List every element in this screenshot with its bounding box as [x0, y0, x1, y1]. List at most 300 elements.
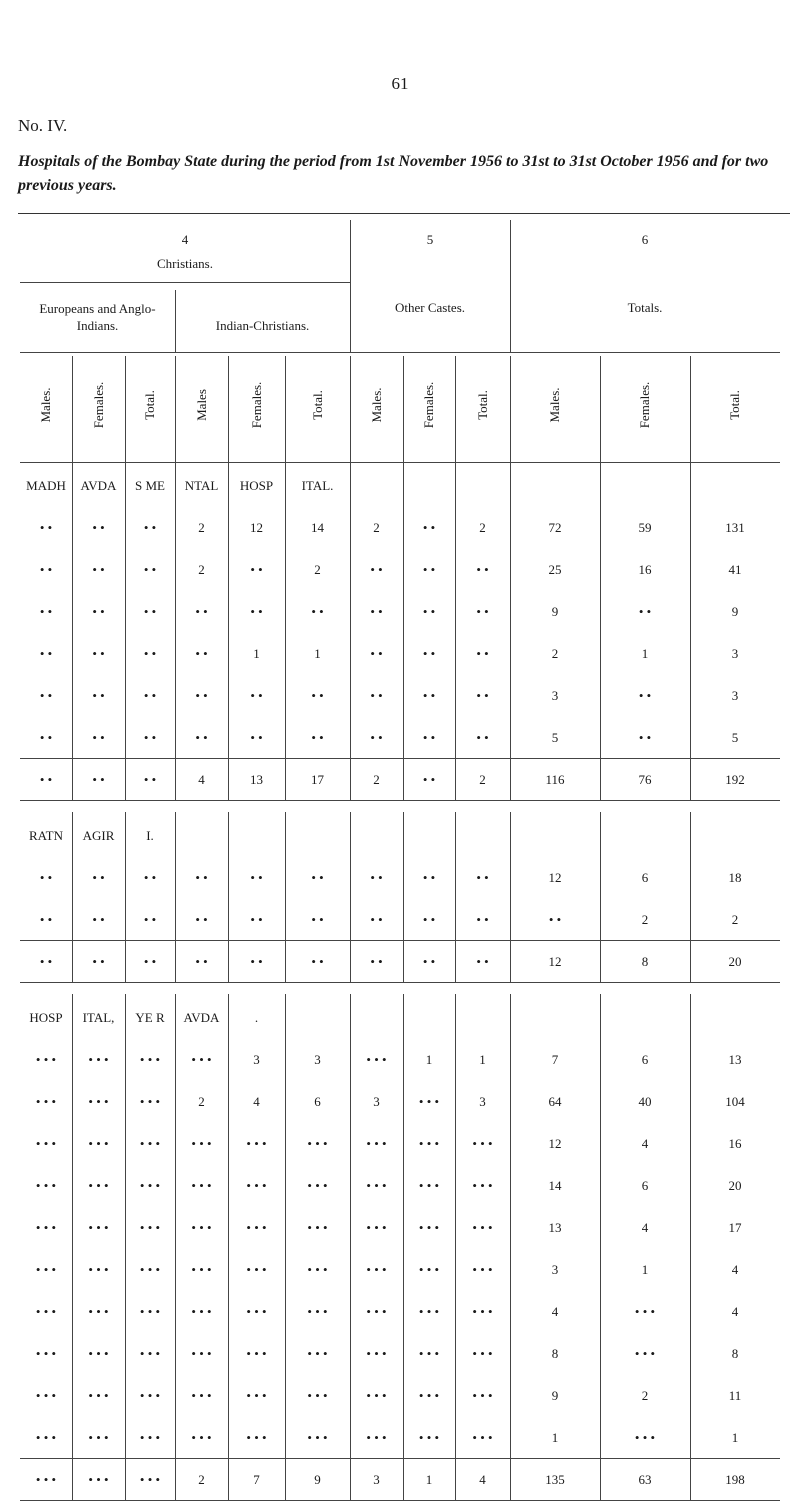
table-cell: 6 [641, 870, 649, 885]
section-label: NTAL [184, 478, 219, 493]
total-cell: • • [143, 954, 157, 969]
section-bottom-rule [20, 800, 780, 801]
table-cell: • • • [307, 1388, 328, 1403]
table-cell: 2 [641, 1388, 649, 1403]
table-cell: • • [370, 604, 383, 619]
table-cell: • • [422, 912, 436, 927]
total-cell: 7 [253, 1472, 260, 1487]
table-cell: 1 [479, 1052, 486, 1067]
table-cell: • • • [418, 1220, 440, 1235]
total-cell: 4 [198, 772, 205, 787]
table-cell: • • • [472, 1178, 493, 1193]
table-cell: • • [370, 870, 383, 885]
table-cell: • • • [191, 1346, 212, 1361]
table-cell: 9 [731, 604, 739, 619]
table-cell: • • [143, 646, 157, 661]
table-cell: • • [548, 912, 562, 927]
table-cell: 14 [548, 1178, 562, 1193]
table-cell: • • • [88, 1262, 109, 1277]
table-cell: • • • [139, 1262, 161, 1277]
column-header: Total. [309, 390, 325, 420]
column-header: Females. [421, 381, 436, 429]
table-cell: • • • [88, 1388, 109, 1403]
table-cell: 5 [551, 730, 559, 745]
section-label: . [254, 1010, 259, 1025]
table-cell: • • • [246, 1220, 267, 1235]
table-cell: • • [422, 520, 436, 535]
table-cell: • • • [191, 1430, 212, 1445]
total-cell: 76 [638, 772, 652, 787]
table-cell: • • [250, 688, 263, 703]
table-cell: • • • [418, 1304, 440, 1319]
table-cell: 9 [551, 604, 559, 619]
table-cell: • • [250, 730, 263, 745]
total-cell: 1 [425, 1472, 433, 1487]
table-cell: 13 [728, 1052, 742, 1067]
group-underline [20, 352, 780, 353]
total-cell: 4 [479, 1472, 486, 1487]
table-cell: • • • [139, 1430, 161, 1445]
table-cell: • • [195, 646, 208, 661]
table-cell: • • • [139, 1052, 161, 1067]
table-cell: • • • [472, 1346, 493, 1361]
total-cell: 8 [641, 954, 649, 969]
column-divider [455, 994, 456, 1500]
section-label: AGIR [82, 828, 115, 843]
table-cell: 3 [731, 646, 739, 661]
column-divider [175, 462, 176, 800]
table-cell: 16 [638, 562, 652, 577]
table-cell: • • • [139, 1178, 161, 1193]
column-header: Females. [637, 381, 652, 429]
table-cell: • • [476, 688, 489, 703]
table-cell: • • [311, 604, 324, 619]
table-cell: 9 [551, 1388, 559, 1403]
column-divider [690, 994, 691, 1500]
table-cell: • • • [139, 1388, 161, 1403]
column-divider [350, 356, 351, 462]
table-cell: • • • [246, 1430, 267, 1445]
table-cell: • • • [307, 1304, 328, 1319]
table-cell: • • • [366, 1136, 387, 1151]
table-number: No. IV. [18, 116, 68, 135]
table-cell: 20 [728, 1178, 742, 1193]
col6-number: 6 [641, 232, 649, 247]
table-cell: • • [39, 520, 53, 535]
table-cell: 1 [314, 646, 321, 661]
table-cell: • • • [246, 1178, 267, 1193]
table-cell: • • • [366, 1262, 387, 1277]
subtotal-rule [20, 758, 780, 759]
column-header: Males. [38, 387, 53, 423]
table-cell: • • [476, 646, 489, 661]
table-cell: • • [370, 562, 383, 577]
column-divider [228, 356, 229, 462]
table-cell: • • [39, 562, 53, 577]
total-cell: • • • [88, 1472, 109, 1487]
column-divider [285, 356, 286, 462]
table-cell: • • • [418, 1346, 440, 1361]
column-divider [125, 356, 126, 462]
table-cell: 4 [731, 1262, 739, 1277]
total-cell: 13 [250, 772, 263, 787]
table-cell: • • [311, 912, 324, 927]
table-cell: 2 [551, 646, 559, 661]
table-cell: • • [92, 646, 105, 661]
table-cell: 2 [314, 562, 321, 577]
table-cell: 1 [641, 646, 649, 661]
table-cell: • • [195, 604, 208, 619]
table-cell: • • • [35, 1220, 57, 1235]
table-cell: 2 [373, 520, 380, 535]
table-cell: • • [476, 604, 489, 619]
table-cell: 1 [253, 646, 260, 661]
table-cell: • • • [246, 1304, 267, 1319]
column-header: Males. [368, 387, 384, 423]
table-cell: • • • [307, 1136, 328, 1151]
table-cell: 104 [725, 1094, 745, 1109]
table-cell: 25 [548, 562, 562, 577]
table-cell: 14 [311, 520, 324, 535]
section-label: HOSP [239, 478, 274, 493]
subtotal-rule [20, 940, 780, 941]
totals-label: Totals. [627, 300, 663, 315]
column-divider [510, 356, 511, 462]
table-cell: • • [92, 870, 105, 885]
table-cell: • • • [472, 1220, 493, 1235]
column-divider [175, 290, 176, 352]
table-cell: • • • [307, 1220, 328, 1235]
column-divider [403, 462, 404, 800]
table-cell: 3 [373, 1094, 380, 1109]
total-cell: • • [92, 772, 105, 787]
table-cell: • • • [307, 1178, 328, 1193]
table-cell: • • [422, 688, 436, 703]
table-cell: • • [311, 730, 324, 745]
table-cell: • • [92, 730, 105, 745]
column-divider [350, 220, 351, 352]
section-label: RATN [29, 828, 63, 843]
table-cell: 59 [638, 520, 652, 535]
table-cell: • • • [472, 1304, 493, 1319]
table-cell: • • [92, 688, 105, 703]
other-castes-label: Other Castes. [394, 300, 466, 315]
table-cell: • • • [366, 1304, 387, 1319]
table-cell: 2 [641, 912, 649, 927]
table-cell: • • • [35, 1094, 57, 1109]
table-cell: • • [143, 912, 157, 927]
column-divider [455, 462, 456, 800]
total-cell: 9 [314, 1472, 321, 1487]
column-header: Total. [142, 390, 157, 420]
table-cell: 6 [314, 1094, 321, 1109]
column-divider [72, 462, 73, 800]
col5-number: 5 [426, 232, 434, 247]
total-cell: • • [370, 954, 383, 969]
table-cell: • • • [88, 1178, 109, 1193]
table-cell: • • • [246, 1346, 267, 1361]
table-cell: • • • [366, 1052, 387, 1067]
total-cell: • • [195, 954, 208, 969]
column-header: Total. [474, 390, 490, 420]
christians-label: Christians. [157, 256, 213, 271]
table-cell: 2 [198, 520, 205, 535]
total-cell: 12 [548, 954, 562, 969]
total-cell: 63 [638, 1472, 652, 1487]
total-cell: • • [39, 772, 53, 787]
total-cell: 3 [373, 1472, 380, 1487]
table-cell: 2 [731, 912, 739, 927]
table-cell: • • [250, 912, 263, 927]
table-cell: • • [39, 646, 53, 661]
table-cell: • • • [418, 1262, 440, 1277]
section-bottom-rule [20, 982, 780, 983]
table-cell: • • • [307, 1262, 328, 1277]
table-cell: 4 [731, 1304, 739, 1319]
table-cell: • • [250, 562, 263, 577]
table-cell: • • • [191, 1262, 212, 1277]
table-cell: • • • [35, 1052, 57, 1067]
total-cell: 2 [479, 772, 486, 787]
column-divider [350, 994, 351, 1500]
table-cell: • • • [35, 1430, 57, 1445]
table-cell: • • • [472, 1388, 493, 1403]
table-cell: • • [476, 912, 489, 927]
column-header: Males [193, 389, 209, 421]
indian-christians-label: Indian-Christians. [215, 318, 310, 333]
page-number: 61 [391, 74, 409, 93]
table-cell: • • [370, 730, 383, 745]
table-cell: • • • [139, 1346, 161, 1361]
table-cell: 1 [425, 1052, 433, 1067]
christians-underline [20, 282, 350, 283]
table-cell: • • • [246, 1262, 267, 1277]
total-cell: 198 [725, 1472, 745, 1487]
table-cell: • • • [88, 1136, 109, 1151]
column-divider [690, 462, 691, 800]
section-label: YE R [135, 1010, 165, 1025]
column-header: Females. [90, 381, 106, 429]
table-cell: • • • [88, 1430, 109, 1445]
table-cell: • • • [246, 1136, 267, 1151]
table-cell: • • • [191, 1304, 212, 1319]
table-cell: • • • [418, 1388, 440, 1403]
table-cell: 3 [314, 1052, 321, 1067]
table-cell: • • [195, 912, 208, 927]
table-cell: • • • [307, 1346, 328, 1361]
table-cell: 4 [641, 1136, 649, 1151]
section-label: I. [146, 828, 154, 843]
table-cell: 3 [551, 1262, 559, 1277]
total-cell: 116 [545, 772, 565, 787]
column-divider [72, 994, 73, 1500]
column-divider [690, 356, 691, 462]
total-cell: • • [250, 954, 263, 969]
table-cell: • • [638, 730, 652, 745]
total-cell: 135 [545, 1472, 565, 1487]
column-divider [72, 356, 73, 462]
table-cell: 1 [641, 1262, 649, 1277]
table-cell: 17 [728, 1220, 742, 1235]
table-cell: • • • [472, 1430, 493, 1445]
table-cell: • • • [366, 1430, 387, 1445]
table-cell: • • • [35, 1178, 57, 1193]
table-cell: 6 [641, 1178, 649, 1193]
table-cell: • • [143, 870, 157, 885]
table-cell: 1 [731, 1430, 739, 1445]
table-cell: • • • [35, 1136, 57, 1151]
europeans-label: Europeans and Anglo-Indians. [39, 301, 156, 333]
table-cell: 72 [548, 520, 562, 535]
table-cell: • • • [191, 1220, 212, 1235]
col4-number: 4 [181, 232, 189, 247]
table-cell: • • • [88, 1094, 109, 1109]
section-label: ITAL. [301, 478, 334, 493]
table-cell: 7 [551, 1052, 559, 1067]
column-divider [510, 462, 511, 800]
total-cell: • • [143, 772, 157, 787]
table-cell: • • • [191, 1178, 212, 1193]
table-cell: • • • [35, 1304, 57, 1319]
table-cell: • • • [139, 1094, 161, 1109]
table-cell: 4 [551, 1304, 559, 1319]
column-divider [510, 220, 511, 352]
column-header: Total. [727, 390, 742, 420]
table-cell: 3 [479, 1094, 486, 1109]
total-cell: • • [39, 954, 53, 969]
column-divider [403, 356, 404, 462]
table-cell: 5 [731, 730, 739, 745]
table-cell: • • [311, 688, 324, 703]
table-cell: • • [195, 688, 208, 703]
table-cell: • • [39, 604, 53, 619]
section-label: HOSP [29, 1010, 63, 1025]
table-cell: • • [143, 604, 157, 619]
table-cell: 2 [479, 520, 486, 535]
table-cell: • • • [246, 1388, 267, 1403]
column-divider [175, 356, 176, 462]
table-cell: • • • [634, 1346, 656, 1361]
total-cell: 2 [373, 772, 380, 787]
table-cell: 11 [728, 1388, 742, 1403]
total-cell: 17 [311, 772, 324, 787]
table-cell: • • • [191, 1136, 212, 1151]
table-cell: 12 [548, 1136, 562, 1151]
header-bottom-rule [20, 462, 780, 463]
column-divider [600, 462, 601, 800]
table-cell: • • [250, 604, 263, 619]
column-divider [285, 462, 286, 800]
table-cell: • • [92, 562, 105, 577]
subtotal-rule [20, 1458, 780, 1459]
table-cell: • • [39, 870, 53, 885]
table-cell: • • • [139, 1136, 161, 1151]
table-cell: • • • [472, 1262, 493, 1277]
table-cell: • • [422, 730, 436, 745]
table-cell: 16 [728, 1136, 742, 1151]
table-cell: • • [370, 646, 383, 661]
table-cell: • • • [88, 1304, 109, 1319]
section-label: AVDA [183, 1010, 220, 1025]
table-cell: • • • [472, 1136, 493, 1151]
table-cell: 2 [198, 1094, 205, 1109]
table-cell: • • • [418, 1094, 440, 1109]
total-cell: • • • [35, 1472, 57, 1487]
table-cell: • • [39, 912, 53, 927]
table-cell: 1 [551, 1430, 559, 1445]
column-header: Males. [547, 387, 562, 423]
table-cell: • • [422, 604, 436, 619]
column-divider [403, 994, 404, 1500]
table-cell: • • [476, 870, 489, 885]
column-divider [510, 994, 511, 1500]
table-cell: • • [370, 688, 383, 703]
column-divider [228, 462, 229, 800]
total-cell: • • [311, 954, 324, 969]
table-cell: • • [92, 520, 105, 535]
column-divider [285, 994, 286, 1500]
table-cell: 2 [198, 562, 205, 577]
table-cell: • • [638, 604, 652, 619]
column-divider [175, 994, 176, 1500]
table-cell: • • [143, 520, 157, 535]
table-cell: 8 [731, 1346, 739, 1361]
table-cell: • • [370, 912, 383, 927]
table-cell: • • [422, 870, 436, 885]
table-cell: • • • [366, 1178, 387, 1193]
section-label: AVDA [80, 478, 117, 493]
table-cell: • • [422, 646, 436, 661]
table-cell: 40 [638, 1094, 652, 1109]
column-divider [600, 356, 601, 462]
table-cell: • • [39, 688, 53, 703]
total-cell: 192 [725, 772, 745, 787]
table-cell: 13 [548, 1220, 562, 1235]
total-cell: • • [92, 954, 105, 969]
table-cell: • • • [88, 1052, 109, 1067]
section-label: S ME [135, 478, 165, 493]
table-cell: • • • [366, 1388, 387, 1403]
total-cell: • • [422, 772, 436, 787]
table-cell: 4 [253, 1094, 260, 1109]
table-cell: • • • [191, 1052, 212, 1067]
table-cell: • • • [88, 1346, 109, 1361]
table-cell: 3 [731, 688, 739, 703]
table-cell: • • • [366, 1346, 387, 1361]
table-cell: • • • [634, 1304, 656, 1319]
table-cell: • • [143, 562, 157, 577]
column-header: Females. [248, 381, 264, 429]
table-cell: • • • [418, 1136, 440, 1151]
table-cell: 8 [551, 1346, 559, 1361]
total-cell: • • [476, 954, 489, 969]
table-cell: • • [195, 730, 208, 745]
table-cell: • • [638, 688, 652, 703]
column-divider [600, 994, 601, 1500]
table-cell: • • • [35, 1262, 57, 1277]
table-cell: • • • [418, 1178, 440, 1193]
section-label: ITAL, [82, 1010, 115, 1025]
table-cell: • • [195, 870, 208, 885]
column-divider [125, 994, 126, 1500]
table-cell: • • • [88, 1220, 109, 1235]
table-cell: 12 [548, 870, 562, 885]
table-cell: 64 [548, 1094, 562, 1109]
table-cell: • • • [366, 1220, 387, 1235]
table-cell: • • • [139, 1304, 161, 1319]
table-cell: 4 [641, 1220, 649, 1235]
total-cell: • • [422, 954, 436, 969]
